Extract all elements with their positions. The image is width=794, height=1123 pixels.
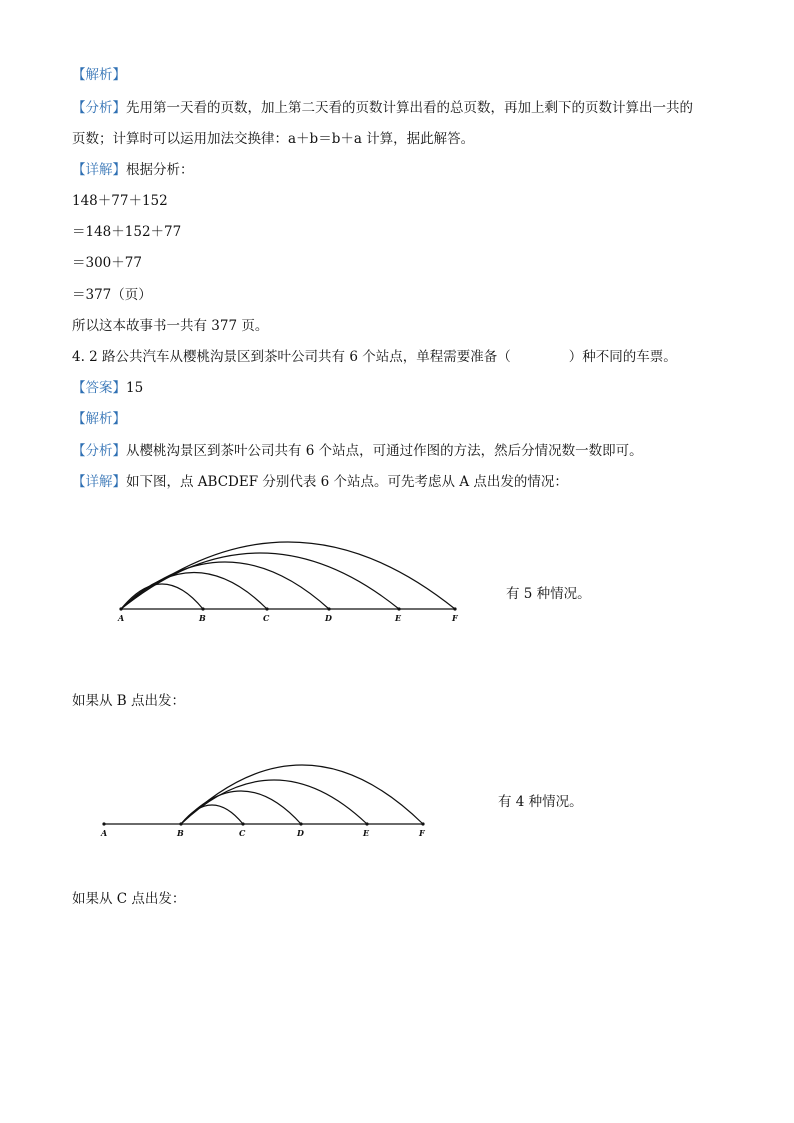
calc-line-3: ＝300＋77	[72, 255, 142, 271]
label2-d: D	[297, 828, 304, 838]
label-d: D	[325, 613, 332, 623]
calc-line-1: 148＋77＋152	[72, 193, 168, 209]
xiangjie-tag: 【详解】	[72, 162, 126, 178]
label2-b: B	[177, 828, 184, 838]
label2-a: A	[101, 828, 108, 838]
answer-value: 15	[126, 380, 144, 396]
analysis-text-q4: 从樱桃沟景区到茶叶公司共有 6 个站点，可通过作图的方法，然后分情况数一数即可。	[126, 443, 643, 459]
point2-a	[102, 822, 105, 825]
fenxi-tag-2: 【分析】	[72, 443, 126, 459]
point2-c	[241, 822, 244, 825]
question-4	[72, 348, 677, 366]
detail-text: 根据分析：	[126, 162, 194, 178]
point2-b	[179, 822, 182, 825]
calc-line-2: ＝148＋152＋77	[72, 224, 182, 240]
diagram2-note: 有 4 种情况。	[498, 794, 583, 810]
fenxi-tag: 【分析】	[72, 100, 126, 116]
analysis-line-q4	[72, 442, 643, 460]
daan-tag: 【答案】	[72, 380, 126, 396]
calc-line-4: ＝377（页）	[72, 287, 152, 303]
point-e	[397, 607, 400, 610]
point-a	[119, 607, 122, 610]
point2-f	[421, 822, 424, 825]
detail-line	[72, 161, 194, 179]
arc-b-e	[181, 780, 367, 824]
point-b	[201, 607, 204, 610]
arc-a-f	[121, 542, 455, 609]
analysis-tag: 【解析】	[72, 67, 126, 83]
label-b: B	[199, 613, 206, 623]
point-c	[265, 607, 268, 610]
point2-d	[299, 822, 302, 825]
from-c-line: 如果从 C 点出发：	[72, 891, 186, 907]
label-f: F	[452, 613, 458, 623]
label2-c: C	[239, 828, 246, 838]
arc-a-e	[121, 553, 399, 609]
conclusion-line: 所以这本故事书一共有 377 页。	[72, 318, 269, 334]
detail-line-q4	[72, 473, 568, 491]
arc-diagram-from-a	[110, 530, 470, 630]
point2-e	[365, 822, 368, 825]
from-b-line: 如果从 B 点出发：	[72, 693, 186, 709]
point-d	[327, 607, 330, 610]
label-c: C	[263, 613, 270, 623]
xiangjie-tag-2: 【详解】	[72, 474, 126, 490]
solution-heading-2	[72, 410, 126, 428]
arc-a-b	[121, 584, 203, 609]
arc-b-f	[181, 765, 423, 824]
label-a: A	[118, 613, 125, 623]
label2-f: F	[419, 828, 425, 838]
analysis-tag-2: 【解析】	[72, 411, 126, 427]
arc-diagram-from-b	[95, 740, 435, 840]
analysis-text-1: 先用第一天看的页数，加上第二天看的页数计算出看的总页数，再加上剩下的页数计算出一共的	[126, 100, 693, 116]
detail-text-q4: 如下图，点 ABCDEF 分别代表 6 个站点。可先考虑从 A 点出发的情况：	[126, 474, 568, 490]
diagram1-note: 有 5 种情况。	[506, 586, 591, 602]
solution-heading	[72, 66, 126, 84]
analysis-line-1	[72, 99, 693, 117]
arc-a-d	[121, 562, 329, 609]
question-text-a: 4. 2 路公共汽车从樱桃沟景区到茶叶公司共有 6 个站点，单程需要准备（	[72, 349, 511, 365]
label-e: E	[395, 613, 402, 623]
analysis-line-2: 页数；计算时可以运用加法交换律：a＋b＝b＋a 计算，据此解答。	[72, 131, 475, 147]
point-f	[453, 607, 456, 610]
label2-e: E	[363, 828, 370, 838]
answer-line	[72, 379, 143, 397]
question-text-b: ）种不同的车票。	[568, 349, 677, 365]
